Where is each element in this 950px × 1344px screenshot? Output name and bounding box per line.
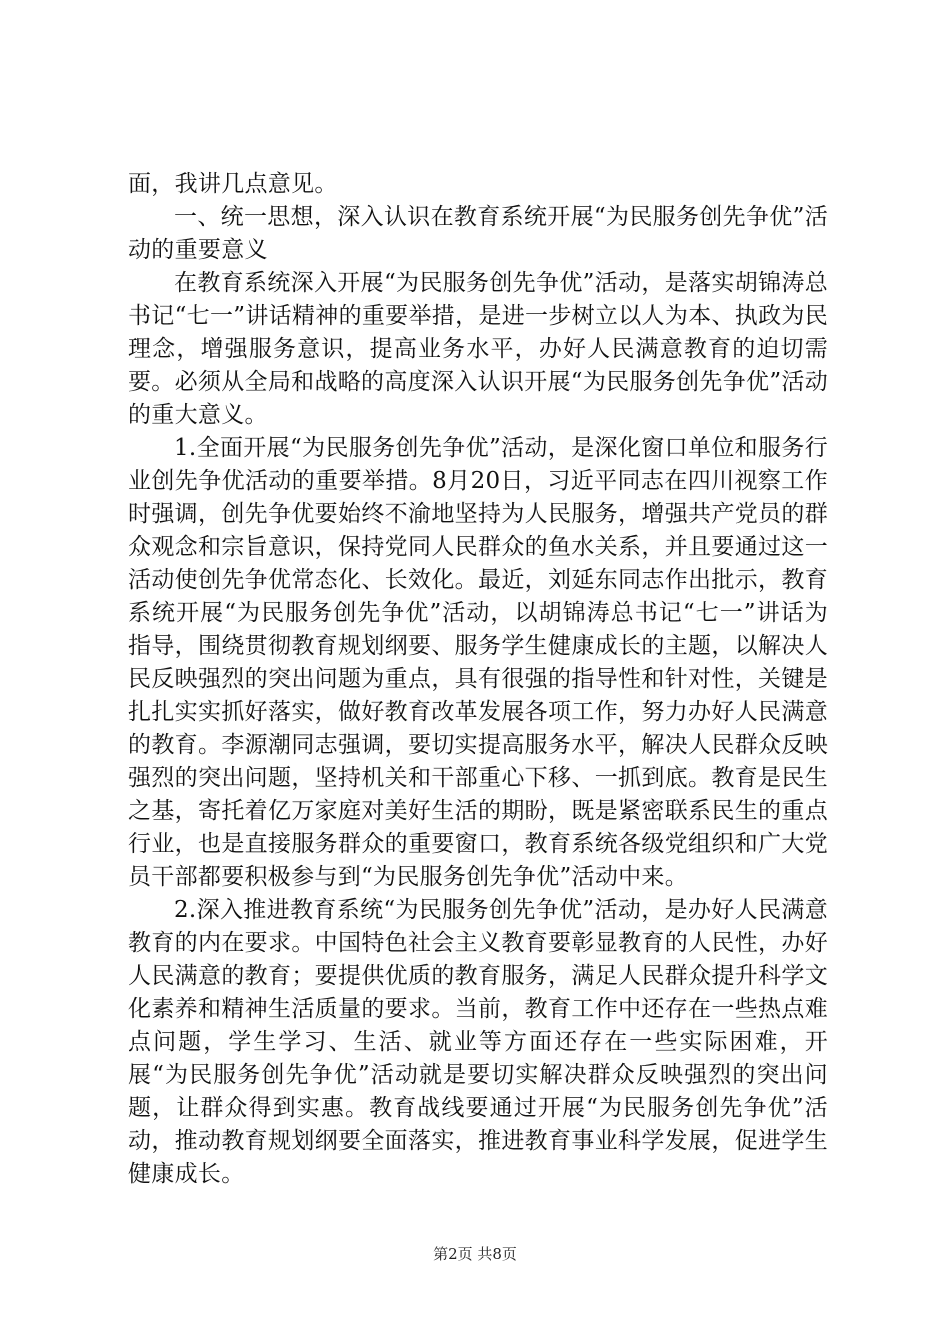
document-body — [128, 168, 828, 1191]
page-number-footer: 第2页 共8页 — [433, 1245, 517, 1263]
paragraph-point-1: 1.全面开展“为民服务创先争优”活动，是深化窗口单位和服务行业创先争优活动的重要举措。8月20日，习近平同志在四川视察工作时强调，创先争优要始终不渝地坚持为人民服务，增强共产党员的群众观念和宗旨意识，保持党同人民群众的鱼水关系，并且要通过这一活动使创先争优常态化、长效化。最近，刘延东同志作出批示，教育系统开展“为民服务创先争优”活动，以胡锦涛总书记“七一”讲话为指导，围绕贯彻教育规划纲要、服务学生健康成长的主题，以解决人民反映强烈的突出问题为重点，具有很强的指导性和针对性，关键是扎扎实实抓好落实，做好教育改革发展各项工作，努力办好人民满意的教育。李源潮同志强调，要切实提高服务水平，解决人民群众反映强烈的突出问题，坚持机关和干部重心下移、一抓到底。教育是民生之基，寄托着亿万家庭对美好生活的期盼，既是紧密联系民生的重点行业，也是直接服务群众的重要窗口，教育系统各级党组织和广大党员干部都要积极参与到“为民服务创先争优”活动中来。 — [128, 435, 828, 890]
section-heading: 一、统一思想，深入认识在教育系统开展“为民服务创先争优”活动的重要意义 — [128, 204, 828, 263]
paragraph-intro: 在教育系统深入开展“为民服务创先争优”活动，是落实胡锦涛总书记“七一”讲话精神的重要举措，是进一步树立以人为本、执政为民理念，增强服务意识，提高业务水平，办好人民满意教育的迫切需要。必须从全局和战略的高度深入认识开展“为民服务创先争优”活动的重大意义。 — [128, 270, 828, 428]
paragraph-continuation: 面，我讲几点意见。 — [128, 171, 338, 197]
paragraph-point-2: 2.深入推进教育系统“为民服务创先争优”活动，是办好人民满意教育的内在要求。中国特色社会主义教育要彰显教育的人民性，办好人民满意的教育；要提供优质的教育服务，满足人民群众提升科学文化素养和精神生活质量的要求。当前，教育工作中还存在一些热点难点问题，学生学习、生活、就业等方面还存在一些实际困难，开展“为民服务创先争优”活动就是要切实解决群众反映强烈的突出问题，让群众得到实惠。教育战线要通过开展“为民服务创先争优”活动，推动教育规划纲要全面落实，推进教育事业科学发展，促进学生健康成长。 — [128, 897, 828, 1187]
